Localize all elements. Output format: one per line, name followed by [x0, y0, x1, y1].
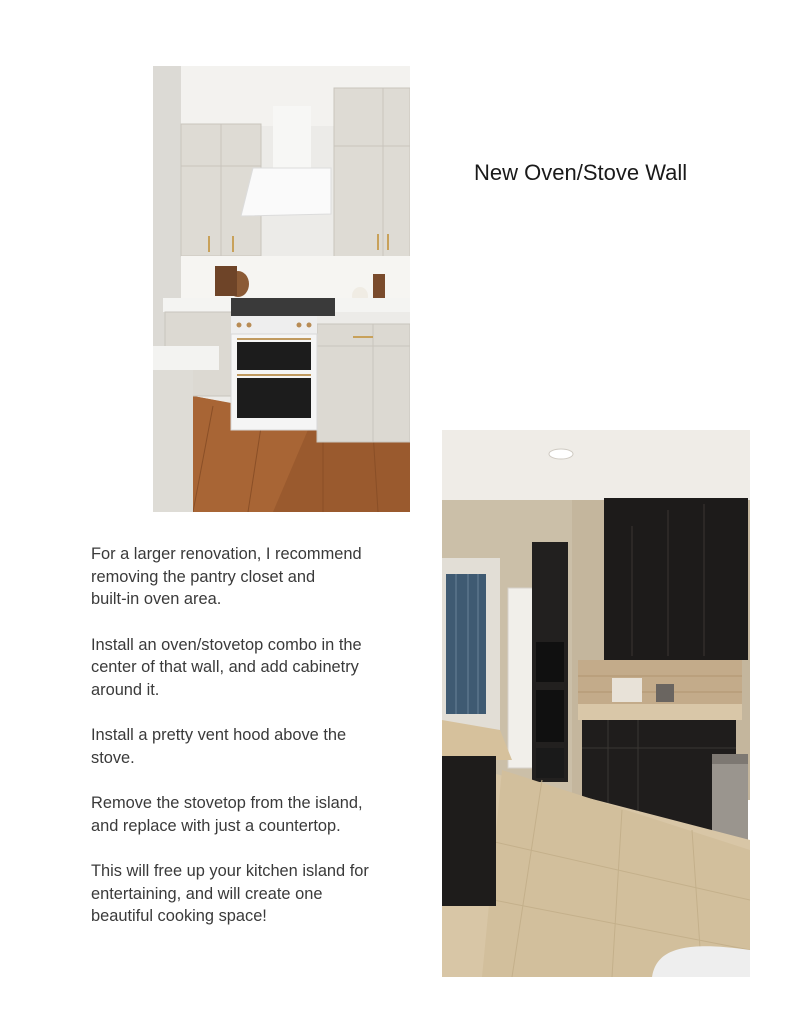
paragraph-3: Install a pretty vent hood above the stove.	[91, 726, 347, 767]
body-text	[91, 543, 421, 951]
paragraph-5: This will free up your kitchen island for entertaining, and will create one beautiful cooking space!	[91, 862, 369, 925]
renovated-kitchen-photo	[153, 66, 410, 512]
current-kitchen-photo	[442, 430, 750, 977]
paragraph-1: For a larger renovation, I recommend removing the pantry closet and built-in oven area.	[91, 545, 362, 608]
paragraph-2: Install an oven/stovetop combo in the center of that wall, and add cabinetry around it.	[91, 635, 362, 699]
page-title: New Oven/Stove Wall	[474, 160, 688, 185]
paragraph-4: Remove the stovetop from the island, and replace with just a countertop.	[91, 794, 363, 835]
